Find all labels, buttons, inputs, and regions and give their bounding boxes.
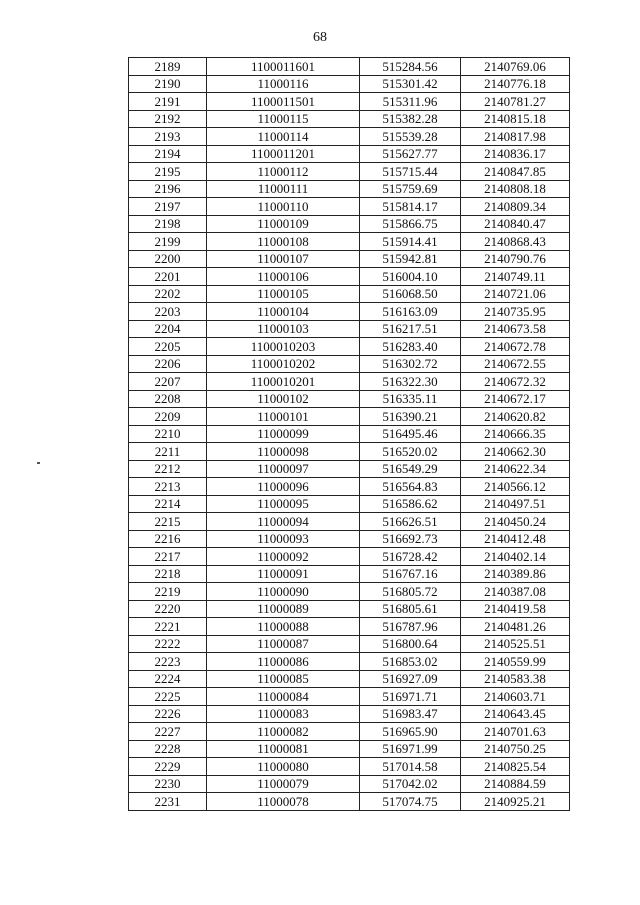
point-id-cell: 11000086 (207, 653, 360, 671)
row-index-cell: 2230 (129, 775, 207, 793)
row-index-cell: 2196 (129, 180, 207, 198)
x-coordinate-cell: 516805.61 (360, 600, 461, 618)
x-coordinate-cell: 515284.56 (360, 58, 461, 76)
point-id-cell: 11000091 (207, 565, 360, 583)
row-index-cell: 2201 (129, 268, 207, 286)
x-coordinate-cell: 516283.40 (360, 338, 461, 356)
y-coordinate-cell: 2140662.30 (461, 443, 570, 461)
y-coordinate-cell: 2140809.34 (461, 198, 570, 216)
table-row (129, 128, 570, 146)
point-id-cell: 11000110 (207, 198, 360, 216)
point-id-cell: 11000111 (207, 180, 360, 198)
x-coordinate-cell: 516983.47 (360, 705, 461, 723)
coordinates-table (128, 57, 570, 811)
x-coordinate-cell: 515311.96 (360, 93, 461, 111)
y-coordinate-cell: 2140836.17 (461, 145, 570, 163)
scan-mark (37, 462, 40, 464)
table-row (129, 93, 570, 111)
x-coordinate-cell: 516853.02 (360, 653, 461, 671)
x-coordinate-cell: 515942.81 (360, 250, 461, 268)
point-id-cell: 1100010201 (207, 373, 360, 391)
row-index-cell: 2228 (129, 740, 207, 758)
x-coordinate-cell: 516495.46 (360, 425, 461, 443)
table-row (129, 268, 570, 286)
point-id-cell: 11000093 (207, 530, 360, 548)
point-id-cell: 11000097 (207, 460, 360, 478)
row-index-cell: 2197 (129, 198, 207, 216)
row-index-cell: 2203 (129, 303, 207, 321)
row-index-cell: 2213 (129, 478, 207, 496)
x-coordinate-cell: 516390.21 (360, 408, 461, 426)
y-coordinate-cell: 2140389.86 (461, 565, 570, 583)
y-coordinate-cell: 2140925.21 (461, 793, 570, 811)
y-coordinate-cell: 2140781.27 (461, 93, 570, 111)
point-id-cell: 11000114 (207, 128, 360, 146)
point-id-cell: 11000098 (207, 443, 360, 461)
row-index-cell: 2215 (129, 513, 207, 531)
table-row (129, 653, 570, 671)
y-coordinate-cell: 2140620.82 (461, 408, 570, 426)
x-coordinate-cell: 515759.69 (360, 180, 461, 198)
table-row (129, 198, 570, 216)
row-index-cell: 2202 (129, 285, 207, 303)
x-coordinate-cell: 517042.02 (360, 775, 461, 793)
point-id-cell: 1100010202 (207, 355, 360, 373)
table-row (129, 705, 570, 723)
y-coordinate-cell: 2140672.78 (461, 338, 570, 356)
table-row (129, 145, 570, 163)
x-coordinate-cell: 516728.42 (360, 548, 461, 566)
row-index-cell: 2222 (129, 635, 207, 653)
y-coordinate-cell: 2140603.71 (461, 688, 570, 706)
row-index-cell: 2219 (129, 583, 207, 601)
table-row (129, 390, 570, 408)
table-row (129, 215, 570, 233)
table-row (129, 425, 570, 443)
point-id-cell: 11000101 (207, 408, 360, 426)
point-id-cell: 11000108 (207, 233, 360, 251)
row-index-cell: 2217 (129, 548, 207, 566)
point-id-cell: 11000105 (207, 285, 360, 303)
point-id-cell: 11000090 (207, 583, 360, 601)
row-index-cell: 2209 (129, 408, 207, 426)
table-row (129, 75, 570, 93)
row-index-cell: 2193 (129, 128, 207, 146)
point-id-cell: 11000078 (207, 793, 360, 811)
row-index-cell: 2192 (129, 110, 207, 128)
table-row (129, 635, 570, 653)
x-coordinate-cell: 515301.42 (360, 75, 461, 93)
point-id-cell: 11000095 (207, 495, 360, 513)
table-row (129, 233, 570, 251)
point-id-cell: 11000099 (207, 425, 360, 443)
table-row (129, 285, 570, 303)
table-row (129, 618, 570, 636)
y-coordinate-cell: 2140721.06 (461, 285, 570, 303)
x-coordinate-cell: 515382.28 (360, 110, 461, 128)
x-coordinate-cell: 516787.96 (360, 618, 461, 636)
y-coordinate-cell: 2140583.38 (461, 670, 570, 688)
y-coordinate-cell: 2140673.58 (461, 320, 570, 338)
point-id-cell: 11000102 (207, 390, 360, 408)
point-id-cell: 11000109 (207, 215, 360, 233)
row-index-cell: 2229 (129, 758, 207, 776)
row-index-cell: 2210 (129, 425, 207, 443)
row-index-cell: 2195 (129, 163, 207, 181)
x-coordinate-cell: 516971.99 (360, 740, 461, 758)
y-coordinate-cell: 2140790.76 (461, 250, 570, 268)
table-row (129, 688, 570, 706)
y-coordinate-cell: 2140622.34 (461, 460, 570, 478)
point-id-cell: 11000104 (207, 303, 360, 321)
y-coordinate-cell: 2140769.06 (461, 58, 570, 76)
point-id-cell: 11000082 (207, 723, 360, 741)
y-coordinate-cell: 2140412.48 (461, 530, 570, 548)
row-index-cell: 2211 (129, 443, 207, 461)
point-id-cell: 11000107 (207, 250, 360, 268)
y-coordinate-cell: 2140672.17 (461, 390, 570, 408)
x-coordinate-cell: 515539.28 (360, 128, 461, 146)
y-coordinate-cell: 2140419.58 (461, 600, 570, 618)
table-row (129, 408, 570, 426)
row-index-cell: 2190 (129, 75, 207, 93)
table-row (129, 565, 570, 583)
point-id-cell: 1100011601 (207, 58, 360, 76)
y-coordinate-cell: 2140566.12 (461, 478, 570, 496)
x-coordinate-cell: 516965.90 (360, 723, 461, 741)
point-id-cell: 11000081 (207, 740, 360, 758)
x-coordinate-cell: 516549.29 (360, 460, 461, 478)
table-row (129, 530, 570, 548)
point-id-cell: 1100011201 (207, 145, 360, 163)
table-row (129, 373, 570, 391)
row-index-cell: 2199 (129, 233, 207, 251)
row-index-cell: 2223 (129, 653, 207, 671)
row-index-cell: 2207 (129, 373, 207, 391)
page-number: 68 (313, 30, 327, 45)
x-coordinate-cell: 516068.50 (360, 285, 461, 303)
x-coordinate-cell: 516805.72 (360, 583, 461, 601)
table-row (129, 320, 570, 338)
table-row (129, 250, 570, 268)
table-row (129, 548, 570, 566)
y-coordinate-cell: 2140666.35 (461, 425, 570, 443)
y-coordinate-cell: 2140750.25 (461, 740, 570, 758)
table-row (129, 670, 570, 688)
table-row (129, 180, 570, 198)
y-coordinate-cell: 2140450.24 (461, 513, 570, 531)
point-id-cell: 11000096 (207, 478, 360, 496)
point-id-cell: 11000089 (207, 600, 360, 618)
x-coordinate-cell: 516564.83 (360, 478, 461, 496)
x-coordinate-cell: 515715.44 (360, 163, 461, 181)
row-index-cell: 2227 (129, 723, 207, 741)
y-coordinate-cell: 2140402.14 (461, 548, 570, 566)
point-id-cell: 1100010203 (207, 338, 360, 356)
x-coordinate-cell: 516586.62 (360, 495, 461, 513)
table-row (129, 513, 570, 531)
row-index-cell: 2224 (129, 670, 207, 688)
y-coordinate-cell: 2140497.51 (461, 495, 570, 513)
row-index-cell: 2198 (129, 215, 207, 233)
row-index-cell: 2225 (129, 688, 207, 706)
point-id-cell: 11000084 (207, 688, 360, 706)
row-index-cell: 2189 (129, 58, 207, 76)
table-row (129, 163, 570, 181)
table-row (129, 355, 570, 373)
y-coordinate-cell: 2140387.08 (461, 583, 570, 601)
point-id-cell: 11000103 (207, 320, 360, 338)
y-coordinate-cell: 2140847.85 (461, 163, 570, 181)
x-coordinate-cell: 515627.77 (360, 145, 461, 163)
row-index-cell: 2231 (129, 793, 207, 811)
x-coordinate-cell: 517074.75 (360, 793, 461, 811)
row-index-cell: 2205 (129, 338, 207, 356)
row-index-cell: 2220 (129, 600, 207, 618)
row-index-cell: 2208 (129, 390, 207, 408)
row-index-cell: 2212 (129, 460, 207, 478)
row-index-cell: 2200 (129, 250, 207, 268)
x-coordinate-cell: 516692.73 (360, 530, 461, 548)
y-coordinate-cell: 2140735.95 (461, 303, 570, 321)
x-coordinate-cell: 515814.17 (360, 198, 461, 216)
y-coordinate-cell: 2140815.18 (461, 110, 570, 128)
y-coordinate-cell: 2140817.98 (461, 128, 570, 146)
row-index-cell: 2191 (129, 93, 207, 111)
point-id-cell: 11000085 (207, 670, 360, 688)
table-row (129, 478, 570, 496)
y-coordinate-cell: 2140868.43 (461, 233, 570, 251)
y-coordinate-cell: 2140672.32 (461, 373, 570, 391)
table-row (129, 793, 570, 811)
row-index-cell: 2218 (129, 565, 207, 583)
y-coordinate-cell: 2140525.51 (461, 635, 570, 653)
y-coordinate-cell: 2140884.59 (461, 775, 570, 793)
x-coordinate-cell: 516322.30 (360, 373, 461, 391)
y-coordinate-cell: 2140825.54 (461, 758, 570, 776)
x-coordinate-cell: 516971.71 (360, 688, 461, 706)
x-coordinate-cell: 516800.64 (360, 635, 461, 653)
y-coordinate-cell: 2140808.18 (461, 180, 570, 198)
table-row (129, 758, 570, 776)
y-coordinate-cell: 2140776.18 (461, 75, 570, 93)
row-index-cell: 2226 (129, 705, 207, 723)
x-coordinate-cell: 516626.51 (360, 513, 461, 531)
table-row (129, 460, 570, 478)
row-index-cell: 2194 (129, 145, 207, 163)
table-row (129, 600, 570, 618)
table-row (129, 495, 570, 513)
point-id-cell: 11000092 (207, 548, 360, 566)
y-coordinate-cell: 2140481.26 (461, 618, 570, 636)
y-coordinate-cell: 2140672.55 (461, 355, 570, 373)
row-index-cell: 2221 (129, 618, 207, 636)
y-coordinate-cell: 2140559.99 (461, 653, 570, 671)
point-id-cell: 11000080 (207, 758, 360, 776)
table-row (129, 58, 570, 76)
x-coordinate-cell: 517014.58 (360, 758, 461, 776)
x-coordinate-cell: 516302.72 (360, 355, 461, 373)
point-id-cell: 11000106 (207, 268, 360, 286)
point-id-cell: 11000083 (207, 705, 360, 723)
table-row (129, 443, 570, 461)
table-row (129, 338, 570, 356)
row-index-cell: 2206 (129, 355, 207, 373)
row-index-cell: 2216 (129, 530, 207, 548)
table-row (129, 723, 570, 741)
table-row (129, 110, 570, 128)
point-id-cell: 11000079 (207, 775, 360, 793)
x-coordinate-cell: 516520.02 (360, 443, 461, 461)
table-body (129, 58, 570, 811)
point-id-cell: 11000112 (207, 163, 360, 181)
x-coordinate-cell: 516217.51 (360, 320, 461, 338)
point-id-cell: 11000087 (207, 635, 360, 653)
x-coordinate-cell: 516927.09 (360, 670, 461, 688)
point-id-cell: 1100011501 (207, 93, 360, 111)
point-id-cell: 11000094 (207, 513, 360, 531)
point-id-cell: 11000115 (207, 110, 360, 128)
table-row (129, 775, 570, 793)
y-coordinate-cell: 2140701.63 (461, 723, 570, 741)
x-coordinate-cell: 515866.75 (360, 215, 461, 233)
row-index-cell: 2204 (129, 320, 207, 338)
x-coordinate-cell: 515914.41 (360, 233, 461, 251)
point-id-cell: 11000088 (207, 618, 360, 636)
table-row (129, 583, 570, 601)
y-coordinate-cell: 2140643.45 (461, 705, 570, 723)
table-row (129, 303, 570, 321)
x-coordinate-cell: 516335.11 (360, 390, 461, 408)
table-row (129, 740, 570, 758)
x-coordinate-cell: 516004.10 (360, 268, 461, 286)
y-coordinate-cell: 2140749.11 (461, 268, 570, 286)
x-coordinate-cell: 516163.09 (360, 303, 461, 321)
point-id-cell: 11000116 (207, 75, 360, 93)
row-index-cell: 2214 (129, 495, 207, 513)
y-coordinate-cell: 2140840.47 (461, 215, 570, 233)
x-coordinate-cell: 516767.16 (360, 565, 461, 583)
